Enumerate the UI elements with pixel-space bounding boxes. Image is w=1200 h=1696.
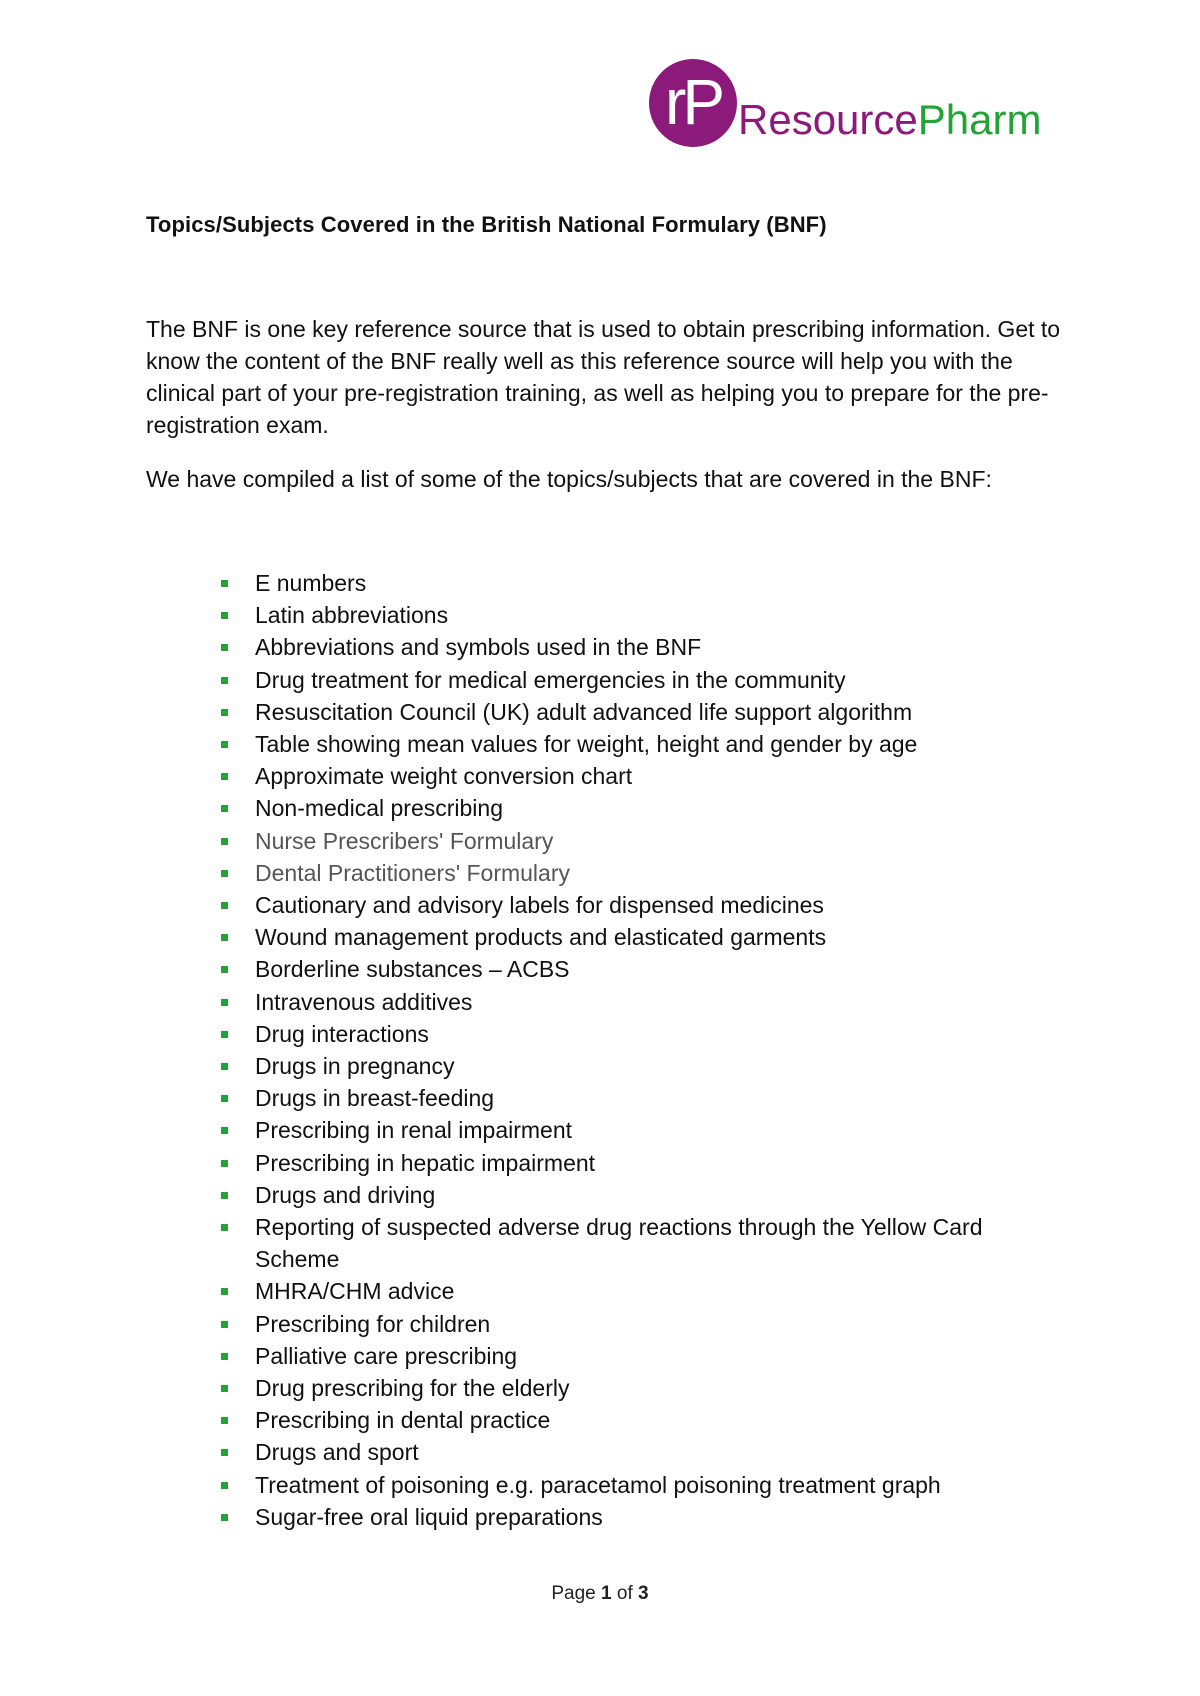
topic-text: Drugs and sport [255,1439,419,1466]
square-bullet-icon [221,999,228,1006]
topic-text: Drug treatment for medical emergencies in the community [255,666,846,693]
list-lead-paragraph: We have compiled a list of some of the topics/subjects that are covered in the BNF: [146,466,992,492]
square-bullet-icon [221,677,228,684]
logo-monogram: rP [665,66,721,138]
topic-text: Drugs and driving [255,1181,436,1208]
square-bullet-icon [221,1031,228,1038]
topic-text: Drugs in breast-feeding [255,1085,495,1112]
square-bullet-icon [221,580,228,587]
topic-text: Abbreviations and symbols used in the BNF [255,634,702,661]
topic-list-item [0,953,1055,985]
topic-text: Prescribing in renal impairment [255,1117,573,1144]
square-bullet-icon [221,838,228,845]
square-bullet-icon [221,805,228,812]
topic-text: Reporting of suspected adverse drug reactions through the Yellow Card Scheme [255,1214,983,1273]
topic-list-item [0,1404,1055,1436]
topic-list-item [0,825,1055,857]
topic-text: Nurse Prescribers' Formulary [255,827,554,854]
topic-text: Treatment of poisoning e.g. paracetamol poisoning treatment graph [255,1471,941,1498]
topic-list-item [0,1211,1055,1275]
topic-text: Resuscitation Council (UK) adult advanced life support algorithm [255,698,913,725]
topic-list-item [0,1050,1055,1082]
topic-text: Latin abbreviations [255,602,449,629]
logo-brand-prefix: Resource [738,96,918,143]
square-bullet-icon [221,709,228,716]
topic-list-item [0,1179,1055,1211]
page-footer [0,1583,1200,1605]
topic-text: Dental Practitioners' Formulary [255,859,570,886]
topic-list-item [0,1147,1055,1179]
topic-list-item [0,792,1055,824]
topic-list-item [0,664,1055,696]
topic-list-item [0,1082,1055,1114]
topic-text: Prescribing in hepatic impairment [255,1149,596,1176]
resourcepharm-logo-graphic [648,58,1080,152]
topic-list-item [0,1308,1055,1340]
topic-list-item [0,567,1055,599]
topic-list-item [0,1469,1055,1501]
topic-text: Cautionary and advisory labels for dispensed medicines [255,892,824,919]
square-bullet-icon [221,1224,228,1231]
topic-list-item [0,599,1055,631]
square-bullet-icon [221,1514,228,1521]
logo-brand-suffix: Pharm [917,96,1042,143]
topic-list-item [0,1372,1055,1404]
topic-list-item [0,889,1055,921]
topic-list-item [0,857,1055,889]
resourcepharm-logo [648,58,1080,152]
topic-list-item [0,1436,1055,1468]
topic-text: Non-medical prescribing [255,795,503,822]
topic-list-item [0,728,1055,760]
square-bullet-icon [221,1482,228,1489]
intro-paragraph: The BNF is one key reference source that is used to obtain prescribing information. Get to know the content of the BNF really well as this reference source will help you with the clinical part of your pre-registration training, as well as helping you to prepare for the pre-registration exam. [146,316,1061,438]
square-bullet-icon [221,934,228,941]
topic-text: Drug interactions [255,1020,429,1047]
topic-text: Table showing mean values for weight, height and gender by age [255,731,918,758]
square-bullet-icon [221,902,228,909]
square-bullet-icon [221,1449,228,1456]
topic-text: Intravenous additives [255,988,473,1015]
document-title: Topics/Subjects Covered in the British National Formulary (BNF) [146,212,827,237]
topic-text: Drug prescribing for the elderly [255,1375,570,1402]
square-bullet-icon [221,1417,228,1424]
total-pages-number: 3 [638,1583,649,1604]
square-bullet-icon [221,773,228,780]
topic-list-item [0,696,1055,728]
square-bullet-icon [221,1321,228,1328]
current-page-number: 1 [601,1583,612,1604]
topic-list-item [0,1018,1055,1050]
topic-list-item [0,1501,1055,1533]
square-bullet-icon [221,1127,228,1134]
topics-list [0,567,1055,1533]
square-bullet-icon [221,1063,228,1070]
topic-list-item [0,1340,1055,1372]
square-bullet-icon [221,1160,228,1167]
topic-text: Borderline substances – ACBS [255,956,570,983]
square-bullet-icon [221,612,228,619]
topic-text: Prescribing in dental practice [255,1407,551,1434]
square-bullet-icon [221,966,228,973]
topic-list-item [0,986,1055,1018]
topic-list-item [0,760,1055,792]
topic-list-item [0,631,1055,663]
square-bullet-icon [221,1288,228,1295]
topic-text: Wound management products and elasticated garments [255,924,827,951]
square-bullet-icon [221,1192,228,1199]
page-label: Page [551,1583,596,1604]
topic-list-item [0,1114,1055,1146]
square-bullet-icon [221,1353,228,1360]
topic-list-item [0,1275,1055,1307]
square-bullet-icon [221,1385,228,1392]
topic-text: Sugar-free oral liquid preparations [255,1503,603,1530]
topic-text: MHRA/CHM advice [255,1278,455,1305]
square-bullet-icon [221,870,228,877]
topic-text: Palliative care prescribing [255,1342,518,1369]
topic-list-item [0,921,1055,953]
logo-wordmark [738,96,1041,143]
square-bullet-icon [221,1095,228,1102]
topic-text: E numbers [255,570,367,596]
topic-text: Drugs in pregnancy [255,1053,455,1080]
page-of-label: of [616,1583,633,1604]
topic-text: Approximate weight conversion chart [255,763,633,790]
square-bullet-icon [221,644,228,651]
square-bullet-icon [221,741,228,748]
topic-text: Prescribing for children [255,1310,491,1337]
